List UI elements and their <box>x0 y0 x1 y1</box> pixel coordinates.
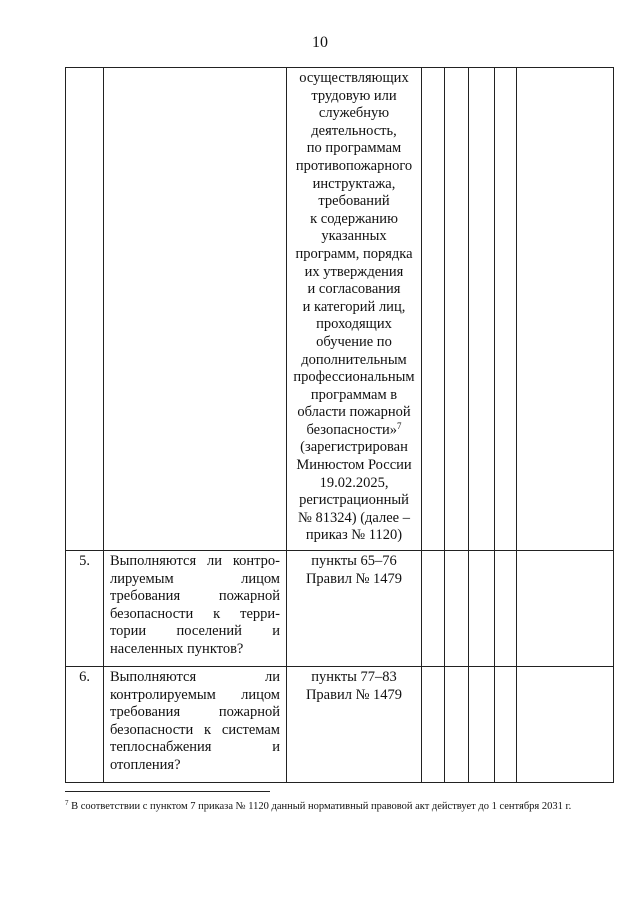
reference-line: программам в <box>310 386 398 403</box>
question-line: безопасности к системам <box>110 721 280 738</box>
reference-line-text: безопасности» <box>306 421 397 438</box>
question-cell <box>104 68 287 551</box>
reference-line: Правил № 1479 <box>305 570 403 587</box>
question-line: тории поселений и <box>110 623 280 640</box>
answer-cell <box>469 667 495 783</box>
reference-line: регистрационный <box>299 492 409 509</box>
answer-cell <box>422 667 445 783</box>
row-number: 6. <box>66 667 104 783</box>
reference-line: и категорий лиц, <box>302 298 406 315</box>
footnote-divider <box>65 791 270 792</box>
reference-line: указанных <box>321 228 387 245</box>
table-row-continuation <box>66 68 614 551</box>
reference-line: к содержанию <box>310 210 398 227</box>
notes-cell <box>517 667 614 783</box>
answer-cell <box>445 551 469 667</box>
reference-line: трудовую или <box>311 87 397 104</box>
reference-line: и согласования <box>307 281 401 298</box>
checklist-table <box>65 67 614 783</box>
question-cell <box>104 667 287 783</box>
answer-cell <box>469 68 495 551</box>
reference-line: приказ № 1120) <box>305 527 403 544</box>
question-line: безопасности к терри- <box>110 605 280 622</box>
answer-cell <box>495 68 517 551</box>
table-row <box>66 551 614 667</box>
reference-line: 19.02.2025, <box>319 474 389 491</box>
reference-cell <box>287 667 422 783</box>
question-line: Выполняются ли контро- <box>110 553 280 569</box>
reference-line: дополнительным <box>301 351 407 368</box>
reference-line: проходящих <box>316 316 392 333</box>
reference-line: требований <box>318 193 390 210</box>
question-line: отопления? <box>110 756 181 773</box>
reference-line: деятельность, <box>311 122 397 139</box>
answer-cell <box>469 551 495 667</box>
number-cell <box>66 68 104 551</box>
reference-line: пункты 77–83 <box>311 669 397 685</box>
reference-line: (зарегистрирован <box>300 439 408 456</box>
table-row <box>66 667 614 783</box>
answer-cell <box>445 68 469 551</box>
reference-line: инструктажа, <box>312 175 396 192</box>
question-line: лируемым лицом <box>110 570 280 587</box>
reference-line: программ, порядка <box>295 245 413 262</box>
footnote-mark: 7 <box>65 799 69 807</box>
reference-line: № 81324) (далее – <box>298 509 410 526</box>
footnote-reference[interactable]: 7 <box>396 420 402 431</box>
question-line: Выполняются ли <box>110 669 280 685</box>
question-cell <box>104 551 287 667</box>
reference-line: осуществляющих <box>299 70 409 86</box>
footnote <box>65 799 613 814</box>
answer-cell <box>422 68 445 551</box>
reference-line <box>290 422 418 440</box>
reference-line: Минюстом России <box>296 457 412 474</box>
answer-cell <box>445 667 469 783</box>
reference-line: служебную <box>318 105 390 122</box>
answer-cell <box>495 667 517 783</box>
reference-line: обучение по <box>316 333 392 350</box>
reference-line: по программам <box>306 140 402 157</box>
page-number: 10 <box>312 34 328 51</box>
question-line: населенных пунктов? <box>110 640 244 657</box>
notes-cell <box>517 68 614 551</box>
answer-cell <box>495 551 517 667</box>
footnote-text: В соответствии с пунктом 7 приказа № 1120 данный нормативный правовой акт действует до 1 сентября 2031 г. <box>71 801 572 812</box>
reference-line: Правил № 1479 <box>305 686 403 703</box>
notes-cell <box>517 551 614 667</box>
reference-line: их утверждения <box>304 263 404 280</box>
reference-line: области пожарной <box>297 404 411 421</box>
reference-cell <box>287 551 422 667</box>
question-line: теплоснабжения и <box>110 739 280 756</box>
reference-line: профессиональным <box>293 369 415 386</box>
reference-cell <box>287 68 422 551</box>
answer-cell <box>422 551 445 667</box>
question-line: требования пожарной <box>110 588 280 605</box>
question-line: контролируемым лицом <box>110 686 280 703</box>
reference-line: пункты 65–76 <box>311 553 397 569</box>
reference-line: противопожарного <box>295 157 413 174</box>
question-line: требования пожарной <box>110 704 280 721</box>
row-number: 5. <box>66 551 104 667</box>
